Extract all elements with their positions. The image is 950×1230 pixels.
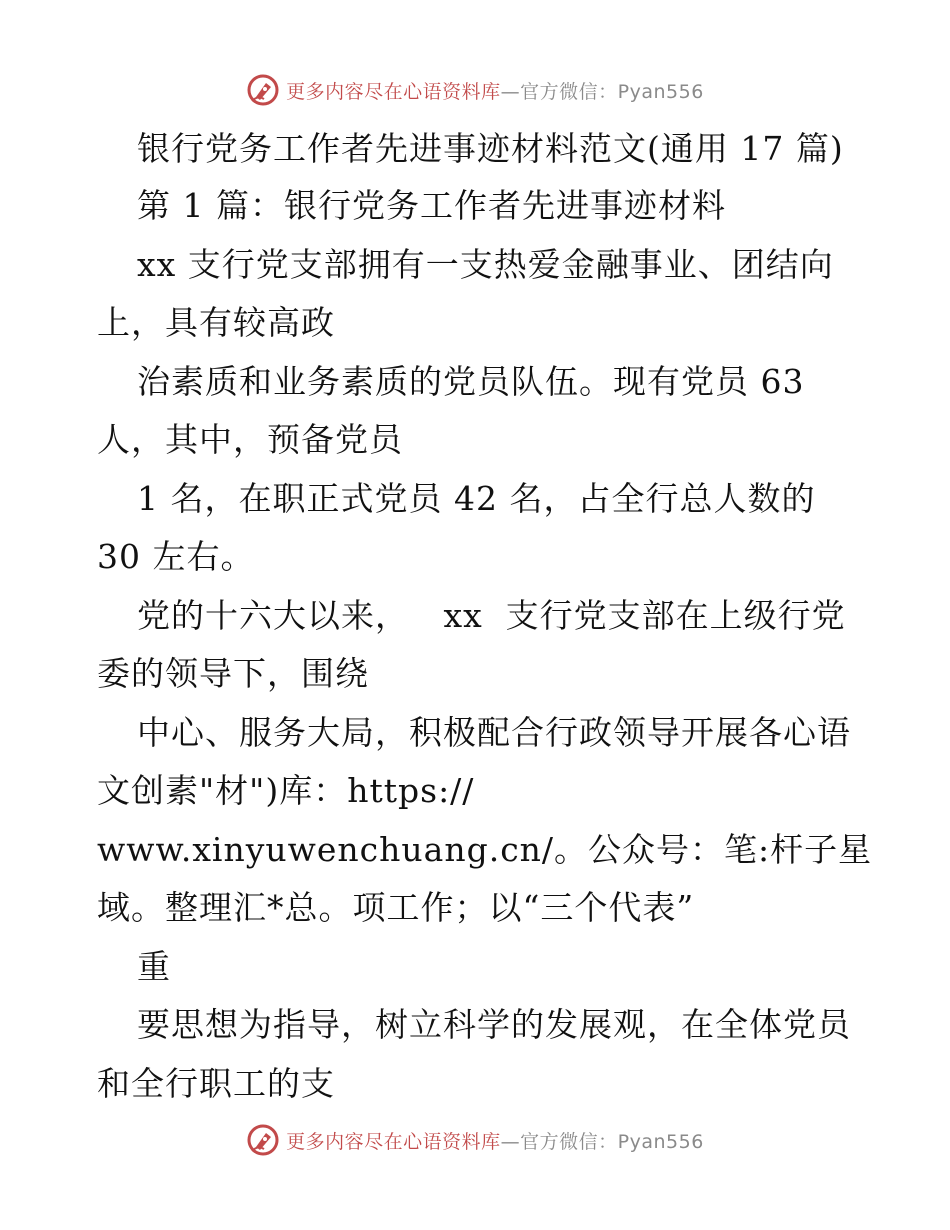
- doc-line: 人，其中，预备党员: [97, 420, 403, 459]
- doc-line: 和全行职工的支: [97, 1064, 335, 1103]
- doc-line: 域。整理汇*总。项工作；以“三个代表”: [97, 888, 695, 927]
- doc-line: 文创素"材")库：https://: [97, 771, 475, 810]
- doc-line: 重: [137, 947, 171, 986]
- header-banner-main: 更多内容尽在心语资料库: [286, 80, 501, 103]
- doc-line: 上，具有较高政: [97, 303, 335, 342]
- footer-banner-text: [286, 1127, 704, 1154]
- doc-line: 30 左右。: [97, 537, 255, 576]
- footer-banner-wechat: 官方微信：Pyan556: [520, 1130, 704, 1153]
- doc-heading: 第 1 篇：银行党务工作者先进事迹材料: [137, 186, 726, 225]
- doc-line: 治素质和业务素质的党员队伍。现有党员 63: [137, 362, 805, 401]
- doc-line: 中心、服务大局，积极配合行政领导开展各心语: [137, 713, 851, 752]
- footer-banner[interactable]: [0, 1120, 950, 1160]
- doc-line: 要思想为指导，树立科学的发展观，在全体党员: [137, 1005, 851, 1044]
- pen-nib-logo-icon: [246, 1123, 280, 1157]
- doc-line: 委的领导下，围绕: [97, 654, 369, 693]
- doc-title: 银行党务工作者先进事迹材料范文(通用 17 篇): [137, 129, 844, 168]
- footer-banner-separator: —: [500, 1130, 521, 1153]
- header-banner-text: [286, 77, 704, 104]
- doc-line: www.xinyuwenchuang.cn/。公众号：笔:杆子星: [97, 830, 873, 869]
- header-banner[interactable]: [0, 70, 950, 110]
- doc-line: xx 支行党支部拥有一支热爱金融事业、团结向: [137, 245, 834, 284]
- header-banner-wechat: 官方微信：Pyan556: [520, 80, 704, 103]
- header-banner-separator: —: [500, 80, 521, 103]
- pen-nib-logo-icon: [246, 73, 280, 107]
- doc-line: 党的十六大以来， xx 支行党支部在上级行党: [137, 596, 846, 635]
- footer-banner-main: 更多内容尽在心语资料库: [286, 1130, 501, 1153]
- doc-line: 1 名，在职正式党员 42 名，占全行总人数的: [137, 479, 816, 518]
